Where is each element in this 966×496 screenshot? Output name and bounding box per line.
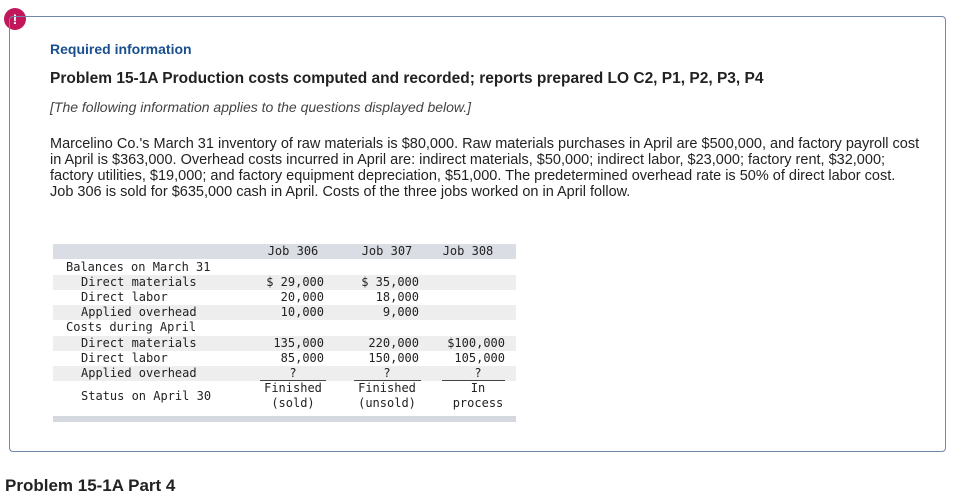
cell-job306: 85,000 [280,351,324,365]
section-label-costs: Costs during April [66,320,197,334]
cell-job306: 10,000 [280,305,324,319]
row-label: Direct labor [81,351,168,365]
row-label-status: Status on April 30 [81,389,212,403]
problem-title: Problem 15-1A Production costs computed and recorded; reports prepared LO C2, P1, P2, P3, P4 [50,70,764,87]
cell-job307: $ 35,000 [361,275,419,289]
cell-job308: $100,000 [447,336,505,350]
status-job307: (unsold) [358,396,416,410]
row-label: Direct materials [81,336,197,350]
row-label: Applied overhead [81,305,197,319]
status-job306: Finished [264,381,322,395]
part-heading: Problem 15-1A Part 4 [5,476,176,495]
column-header-job308: Job 308 [442,244,494,258]
cell-job306: 20,000 [280,290,324,304]
instruction-note: [The following information applies to the questions displayed below.] [50,99,472,115]
problem-description: Marcelino Co.'s March 31 inventory of raw materials is $80,000. Raw materials purchases in April are $500,000, and factory payroll cost in April is $363,000. Overhead costs incurred in April are: indirect materials, $50,000; indirect labor, $23,000; factory rent, $32,000; factory utilities, $19,000; and factory equipment depreciation, $51,000. The predetermined overhead rate is 50% of direct labor cost. Job 306 is sold for $635,000 cash in April. Costs of the three jobs worked on in April follow. [50,136,920,200]
cell-job307: 18,000 [375,290,419,304]
cell-job308: ? [474,366,482,380]
alert-icon: ! [4,8,26,30]
status-job307: Finished [358,381,416,395]
status-job306: (sold) [271,396,315,410]
column-header-job307: Job 307 [361,244,413,258]
cell-job307: 150,000 [368,351,419,365]
row-label: Direct labor [81,290,168,304]
footer-band [53,416,516,422]
cell-job306: 135,000 [273,336,324,350]
column-header-job306: Job 306 [267,244,319,258]
cell-job306: $ 29,000 [266,275,324,289]
cell-job307: 220,000 [368,336,419,350]
section-label-balances: Balances on March 31 [66,260,211,274]
status-job308: In [470,381,486,395]
cell-job306: ? [289,366,297,380]
row-label: Applied overhead [81,366,197,380]
job-cost-table [53,244,516,422]
required-information-label: Required information [50,41,192,57]
row-label: Direct materials [81,275,197,289]
status-job308: process [452,396,504,410]
cell-job307: 9,000 [382,305,419,319]
cell-job307: ? [383,366,391,380]
cell-job308: 105,000 [454,351,505,365]
